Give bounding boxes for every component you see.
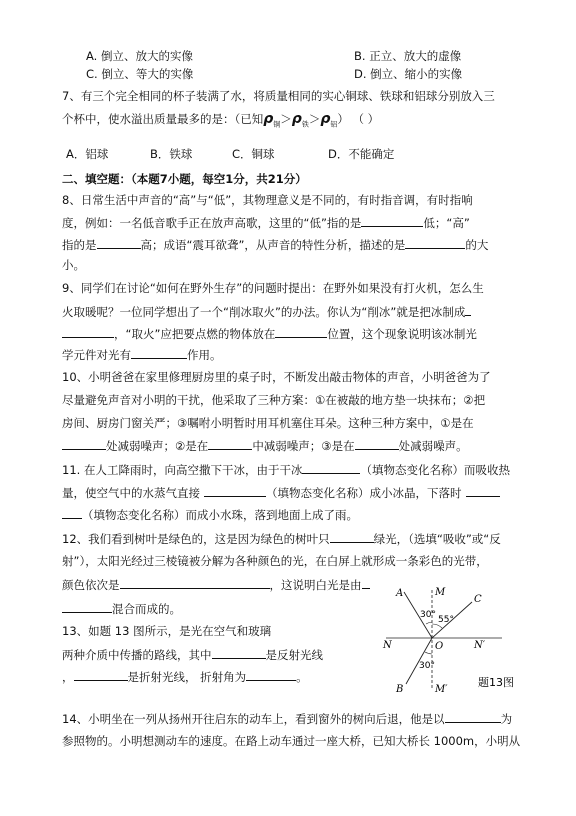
- q14-line-1: [62, 710, 512, 727]
- angle-30-lower: 30°: [419, 661, 435, 671]
- q8-text: 高；成语“震耳欲聋”，从声音的特性分析，描述的是: [140, 238, 406, 252]
- section-heading: 二、填空题：（本题7小题，每空1分，共21分）: [62, 172, 307, 186]
- q12-line-4: [62, 600, 181, 617]
- q9-line-4: [62, 346, 222, 363]
- gt-symbol: ＞: [308, 112, 321, 126]
- q11-text: （填物态变化名称）成小冰晶，下落时: [266, 486, 462, 500]
- rho-symbol: ρ: [263, 111, 274, 127]
- answer-blank[interactable]: [246, 668, 296, 681]
- q6-option-c: C. 倒立、等大的实像: [86, 67, 194, 81]
- q10-text: 处减弱噪声；②是在: [106, 439, 209, 453]
- q6-option-b: B. 正立、放大的虚像: [354, 49, 462, 63]
- q7-option-d: D．不能确定: [328, 147, 395, 161]
- q8-text: 的大: [465, 238, 489, 252]
- q11-line-2: [62, 484, 500, 501]
- q13-line-3: [62, 668, 308, 685]
- q10-text: 处减弱噪声。: [398, 439, 468, 453]
- answer-blank[interactable]: [330, 530, 374, 543]
- q12-text: 绿光，（选填“吸收”或“反: [373, 532, 501, 546]
- label-a: A: [396, 588, 404, 599]
- figure-caption: 题13图: [478, 676, 514, 689]
- answer-blank[interactable]: [302, 461, 360, 474]
- q9-line-3: [62, 325, 477, 342]
- angle-55: 55°: [438, 615, 454, 625]
- label-b: B: [396, 684, 404, 695]
- angle-arc: [426, 622, 432, 624]
- rho-symbol: ρ: [320, 111, 331, 127]
- q13-text: 。: [296, 670, 308, 684]
- q11-line-1: [62, 461, 510, 478]
- answer-blank[interactable]: [74, 668, 128, 681]
- q8-line-2: [62, 214, 470, 231]
- answer-blank[interactable]: [212, 646, 266, 659]
- q13-text: 是反射光线: [265, 648, 323, 662]
- rho-sub-iron: 铁: [301, 120, 309, 129]
- q12-text: 12、我们看到树叶是绿色的，这是因为绿色的树叶只: [62, 532, 330, 546]
- answer-blank[interactable]: [466, 484, 500, 497]
- q7-line-2-post: ） （ ）: [337, 112, 380, 126]
- q7-line-1: 7、有三个完全相同的杯子装满了水，将质量相同的实心铜球、铁球和铝球分别放入三: [62, 89, 495, 103]
- q9-text: 学元件对光有: [62, 348, 131, 362]
- q8-line-3: [62, 236, 488, 253]
- q9-text: ，“取火”应把要点燃的物体放在: [114, 327, 276, 341]
- q6-option-a: A. 倒立、放大的实像: [86, 49, 193, 63]
- answer-blank[interactable]: [62, 506, 82, 519]
- q10-line-1: 10、小明爸爸在家里修理厨房里的桌子时，不断发出敲击物体的声音，小明爸爸为了: [62, 370, 491, 384]
- q8-line-4: 小。: [62, 258, 85, 272]
- answer-blank[interactable]: [131, 346, 187, 359]
- q14-line-2: 参照物的。小明想测动车的速度。在路上动车通过一座大桥，已知大桥长 1000m，小明从: [62, 734, 521, 748]
- label-o: O: [435, 641, 444, 652]
- q11-text: （填物态变化名称）而吸收热: [360, 463, 510, 477]
- q10-text: 中减弱噪声；③是在: [252, 439, 355, 453]
- q13-text: ，: [62, 670, 74, 684]
- answer-blank[interactable]: [62, 600, 112, 613]
- answer-blank[interactable]: [62, 437, 106, 450]
- angle-30-upper: 30°: [420, 610, 436, 620]
- q11-text: （填物态变化名称）而成小水珠，落到地面上成了雨。: [82, 508, 358, 522]
- q13-line-1: 13、如题 13 图所示，是光在空气和玻璃: [62, 624, 272, 638]
- label-n-prime: N′: [474, 640, 486, 651]
- gt-symbol: ＞: [280, 112, 292, 126]
- answer-blank[interactable]: [361, 214, 423, 227]
- q8-text: 低；“高”: [423, 216, 470, 230]
- label-n: N: [383, 640, 392, 651]
- answer-blank[interactable]: [445, 710, 501, 723]
- q12-line-3: [62, 576, 370, 593]
- q14-text: 为: [500, 712, 513, 726]
- q9-text: 位置，这个现象说明该冰制光: [327, 327, 477, 341]
- q12-line-2: 射”），太阳光经过三棱镜被分解为各种颜色的光，在白屏上就形成一条彩色的光带，: [62, 554, 488, 568]
- q8-line-1: 8、日常生活中声音的“高”与“低”，其物理意义是不同的，有时指音调，有时指响: [62, 193, 473, 207]
- angle-arc: [425, 652, 432, 654]
- q12-text: ，这说明白光是由: [269, 578, 362, 592]
- q11-text: 11. 在人工降雨时，向高空撒下干冰，由于干冰: [62, 463, 303, 477]
- answer-blank[interactable]: [405, 236, 465, 249]
- q10-line-3: 房间、厨房门窗关严；③嘱咐小明暂时用耳机塞住耳朵。这种三种方案中，①是在: [62, 416, 474, 430]
- answer-blank[interactable]: [465, 303, 471, 316]
- label-m: M: [435, 587, 446, 598]
- q14-text: 14、小明坐在一列从扬州开往启东的动车上，看到窗外的树向后退，他是以: [62, 712, 445, 726]
- q9-text: 作用。: [187, 348, 222, 362]
- rho-symbol: ρ: [291, 111, 302, 127]
- q13-line-2: [62, 646, 323, 663]
- rho-sub-copper: 铜: [273, 120, 281, 129]
- q8-text: 度，例如：一名低音歌手正在放声高歌，这里的“低”指的是: [62, 216, 362, 230]
- answer-blank[interactable]: [97, 236, 141, 249]
- q13-text: 两种介质中传播的路线，其中: [62, 648, 212, 662]
- answer-blank[interactable]: [355, 437, 399, 450]
- q7-option-b: B．铁球: [150, 147, 193, 161]
- answer-blank[interactable]: [62, 325, 114, 338]
- q9-line-2: [62, 303, 471, 320]
- q13-text: 是折射光线， 折射角为: [127, 670, 247, 684]
- answer-blank[interactable]: [120, 576, 270, 589]
- q7-line-2: [62, 111, 379, 132]
- answer-blank[interactable]: [275, 325, 327, 338]
- q7-option-c: C．铜球: [232, 147, 275, 161]
- rho-sub-aluminum: 铝: [330, 120, 338, 129]
- q11-text: 量，使空气中的水蒸气直接: [62, 486, 200, 500]
- answer-blank[interactable]: [204, 484, 266, 497]
- answer-blank[interactable]: [208, 437, 252, 450]
- q10-line-4: [62, 437, 468, 454]
- q9-text: 火取暖呢？一位同学想出了一个“削冰取火”的办法。你认为“削冰”就是把冰制成: [62, 305, 466, 319]
- q9-line-1: 9、同学们在讨论“如何在野外生存”的问题时提出：在野外如果没有打火机，怎么生: [62, 281, 484, 295]
- q11-line-3: [62, 506, 358, 523]
- q8-text: 指的是: [62, 238, 97, 252]
- q7-line-2-pre: 个杯中，使水溢出质量最多的是：（已知: [62, 112, 264, 126]
- label-c: C: [474, 594, 482, 605]
- q6-option-d: D. 倒立、缩小的实像: [354, 67, 463, 81]
- q10-line-2: 尽量避免声音对小明的干扰，他采取了三种方案：①在被敲的地方垫一块抹布；②把: [62, 393, 486, 407]
- label-m-prime: M′: [435, 684, 448, 695]
- q7-option-a: A．铝球: [66, 147, 109, 161]
- answer-blank[interactable]: [362, 576, 370, 589]
- q13-ray-diagram: [374, 584, 526, 696]
- q12-text: 混合而成的。: [112, 602, 181, 616]
- q12-line-1: [62, 530, 501, 547]
- q12-text: 颜色依次是: [62, 578, 120, 592]
